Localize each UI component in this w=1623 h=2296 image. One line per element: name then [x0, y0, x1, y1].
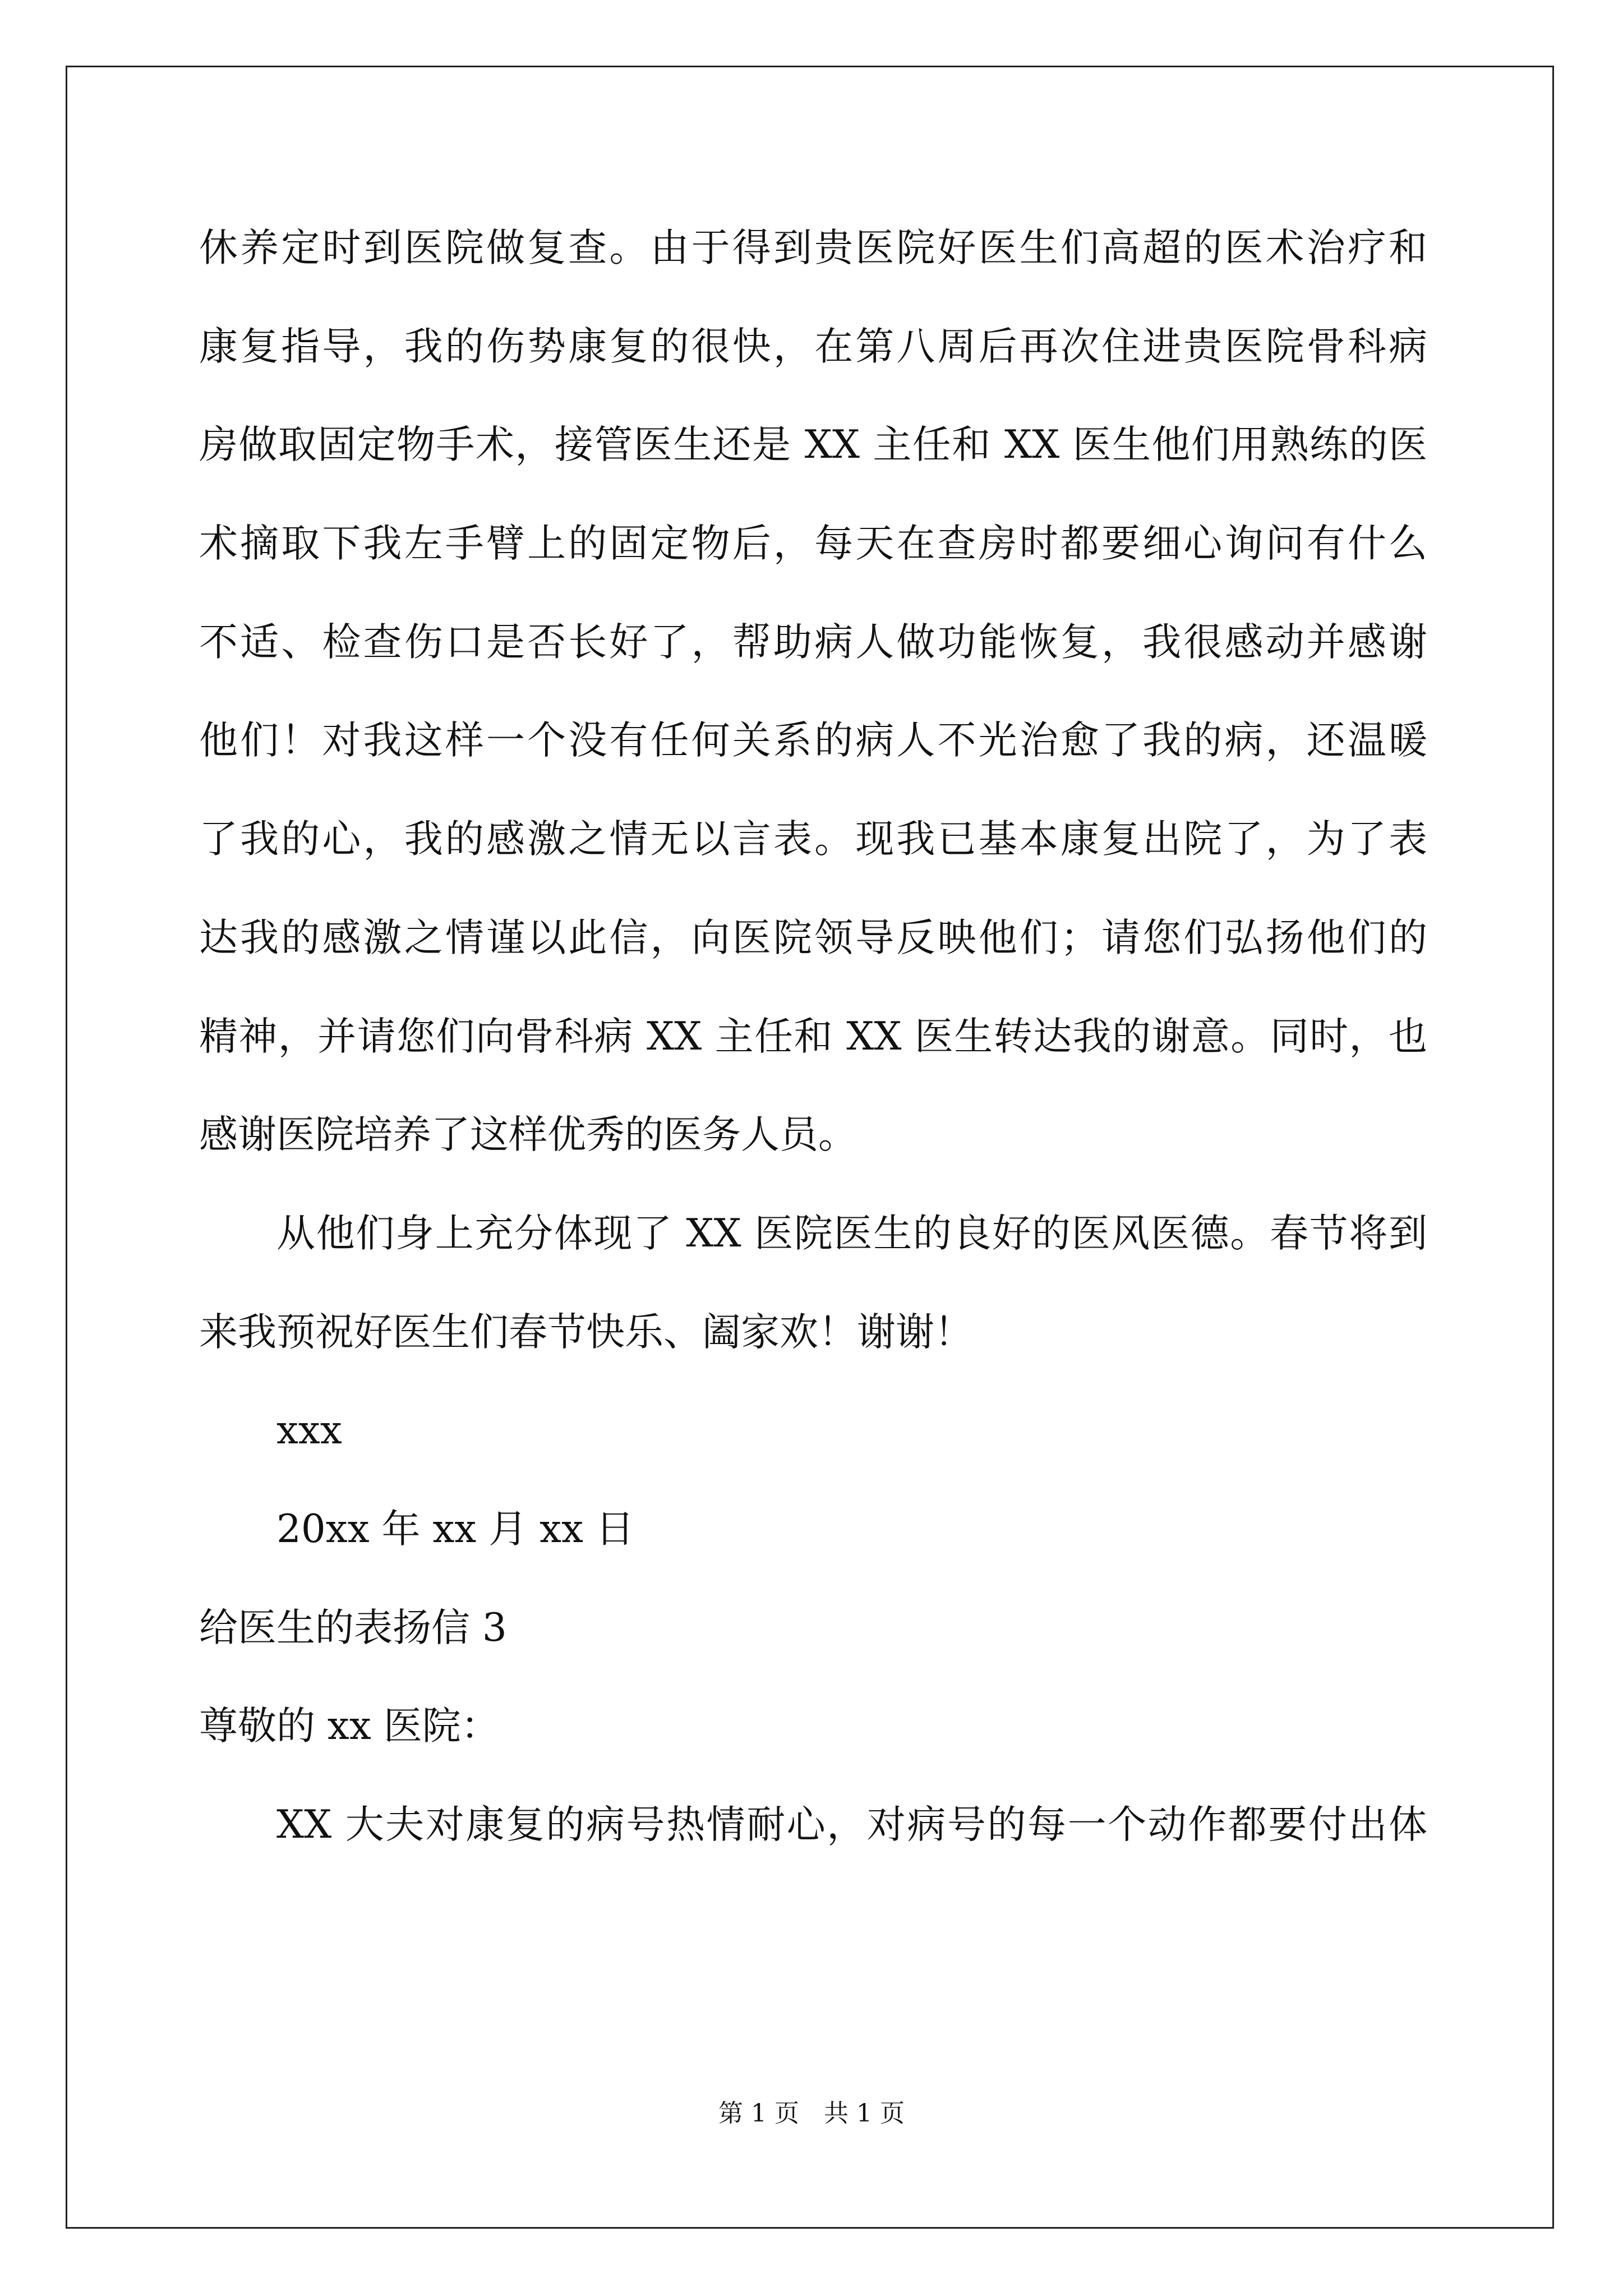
paragraph-line: 从他们身上充分体现了 XX 医院医生的良好的医风医德。春节将到 [276, 1211, 1427, 1256]
section-title: 给医生的表扬信 3 [199, 1605, 507, 1650]
body-line: 休养定时到医院做复查。由于得到贵医院好医生们高超的医术治疗和 [199, 226, 1427, 270]
signature-name: xxx [276, 1408, 342, 1453]
body-line: 感谢医院培养了这样优秀的医务人员。 [199, 1112, 857, 1157]
paragraph-line: XX 大夫对康复的病号热情耐心，对病号的每一个动作都要付出体 [276, 1802, 1427, 1847]
signature-date: 20xx 年 xx 月 xx 日 [276, 1507, 634, 1552]
body-line: 他们！对我这样一个没有任何关系的病人不光治愈了我的病，还温暖 [199, 718, 1427, 763]
body-line: 康复指导，我的伤势康复的很快，在第八周后再次住进贵医院骨科病 [199, 324, 1427, 369]
body-line: 来我预祝好医生们春节快乐、阖家欢！谢谢！ [199, 1310, 973, 1355]
body-line: 不适、检查伤口是否长好了，帮助病人做功能恢复，我很感动并感谢 [199, 620, 1427, 665]
body-line: 房做取固定物手术，接管医生还是 XX 主任和 XX 医生他们用熟练的医 [199, 422, 1427, 467]
body-line: 精神，并请您们向骨科病 XX 主任和 XX 医生转达我的谢意。同时，也 [199, 1014, 1427, 1059]
page-footer: 第 1 页 共 1 页 [718, 2099, 905, 2128]
body-line: 了我的心，我的感激之情无以言表。现我已基本康复出院了，为了表 [199, 817, 1427, 862]
salutation: 尊敬的 xx 医院： [199, 1704, 500, 1749]
body-line: 术摘取下我左手臂上的固定物后，每天在查房时都要细心询问有什么 [199, 521, 1427, 566]
body-line: 达我的感激之情谨以此信，向医院领导反映他们；请您们弘扬他们的 [199, 915, 1427, 960]
